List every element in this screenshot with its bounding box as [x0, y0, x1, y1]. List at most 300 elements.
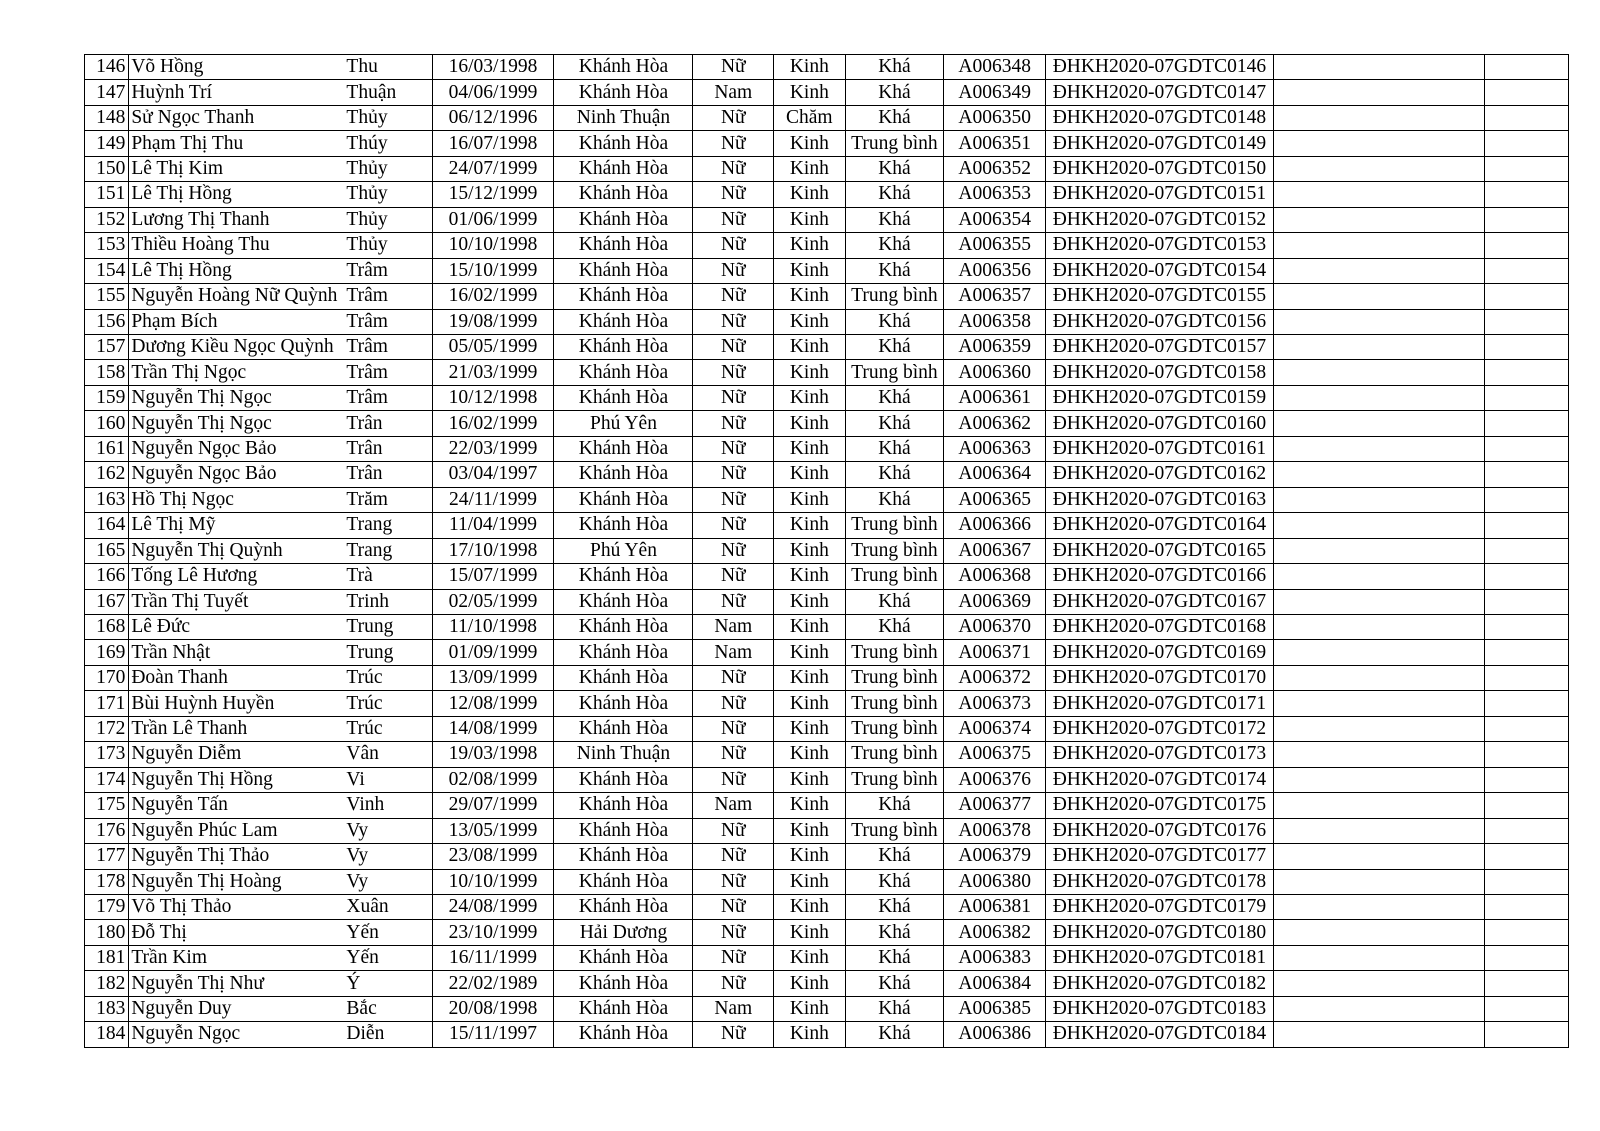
classification-cell: Khá: [845, 920, 944, 945]
birth-date-cell: 16/02/1999: [432, 411, 554, 436]
birth-place-cell: Khánh Hòa: [554, 818, 693, 843]
row-number-cell: 174: [85, 767, 129, 792]
birth-date-cell: 22/03/1999: [432, 436, 554, 461]
birth-place-cell: Khánh Hòa: [554, 589, 693, 614]
note-cell: [1273, 233, 1485, 258]
note-cell-2: [1485, 945, 1569, 970]
note-cell: [1273, 309, 1485, 334]
row-number-cell: 161: [85, 436, 129, 461]
note-cell: [1273, 513, 1485, 538]
given-name-cell: Trâm: [344, 385, 432, 410]
serial-number-cell: A006368: [944, 564, 1046, 589]
birth-date-cell: 22/02/1989: [432, 971, 554, 996]
given-name-cell: Trân: [344, 462, 432, 487]
serial-number-cell: A006381: [944, 894, 1046, 919]
note-cell: [1273, 614, 1485, 639]
birth-date-cell: 10/10/1998: [432, 233, 554, 258]
classification-cell: Trung bình: [845, 665, 944, 690]
note-cell: [1273, 487, 1485, 512]
register-number-cell: ĐHKH2020-07GDTC0181: [1046, 945, 1274, 970]
row-number-cell: 154: [85, 258, 129, 283]
given-name-cell: Trà: [344, 564, 432, 589]
given-name-cell: Trúc: [344, 691, 432, 716]
classification-cell: Khá: [845, 334, 944, 359]
ethnicity-cell: Kinh: [774, 767, 846, 792]
ethnicity-cell: Kinh: [774, 844, 846, 869]
register-number-cell: ĐHKH2020-07GDTC0159: [1046, 385, 1274, 410]
given-name-cell: Thuận: [344, 80, 432, 105]
surname-cell: Hồ Thị Ngọc: [129, 487, 345, 512]
birth-date-cell: 20/08/1998: [432, 996, 554, 1021]
row-number-cell: 152: [85, 207, 129, 232]
classification-cell: Trung bình: [845, 513, 944, 538]
gender-cell: Nữ: [693, 869, 774, 894]
serial-number-cell: A006383: [944, 945, 1046, 970]
register-number-cell: ĐHKH2020-07GDTC0163: [1046, 487, 1274, 512]
serial-number-cell: A006378: [944, 818, 1046, 843]
row-number-cell: 169: [85, 640, 129, 665]
surname-cell: Phạm Bích: [129, 309, 345, 334]
note-cell-2: [1485, 971, 1569, 996]
table-row: [85, 462, 1569, 487]
birth-place-cell: Khánh Hòa: [554, 334, 693, 359]
surname-cell: Trần Thị Ngọc: [129, 360, 345, 385]
birth-date-cell: 16/11/1999: [432, 945, 554, 970]
given-name-cell: Trang: [344, 513, 432, 538]
ethnicity-cell: Kinh: [774, 334, 846, 359]
table-row: [85, 691, 1569, 716]
gender-cell: Nam: [693, 80, 774, 105]
ethnicity-cell: Kinh: [774, 80, 846, 105]
note-cell: [1273, 640, 1485, 665]
given-name-cell: Vy: [344, 818, 432, 843]
row-number-cell: 168: [85, 614, 129, 639]
surname-cell: Trần Lê Thanh: [129, 716, 345, 741]
serial-number-cell: A006358: [944, 309, 1046, 334]
table-row: [85, 513, 1569, 538]
table-row: [85, 996, 1569, 1021]
birth-place-cell: Khánh Hòa: [554, 513, 693, 538]
given-name-cell: Vân: [344, 742, 432, 767]
classification-cell: Khá: [845, 156, 944, 181]
classification-cell: Khá: [845, 80, 944, 105]
gender-cell: Nữ: [693, 818, 774, 843]
surname-cell: Nguyễn Ngọc Bảo: [129, 436, 345, 461]
birth-date-cell: 15/07/1999: [432, 564, 554, 589]
classification-cell: Khá: [845, 207, 944, 232]
surname-cell: Nguyễn Thị Thảo: [129, 844, 345, 869]
register-number-cell: ĐHKH2020-07GDTC0166: [1046, 564, 1274, 589]
birth-place-cell: Khánh Hòa: [554, 564, 693, 589]
ethnicity-cell: Kinh: [774, 131, 846, 156]
note-cell-2: [1485, 1022, 1569, 1047]
classification-cell: Trung bình: [845, 538, 944, 563]
given-name-cell: Xuân: [344, 894, 432, 919]
birth-place-cell: Khánh Hòa: [554, 691, 693, 716]
note-cell: [1273, 156, 1485, 181]
table-row: [85, 767, 1569, 792]
gender-cell: Nữ: [693, 182, 774, 207]
ethnicity-cell: Kinh: [774, 309, 846, 334]
serial-number-cell: A006348: [944, 55, 1046, 80]
note-cell: [1273, 258, 1485, 283]
register-number-cell: ĐHKH2020-07GDTC0183: [1046, 996, 1274, 1021]
ethnicity-cell: Kinh: [774, 742, 846, 767]
ethnicity-cell: Kinh: [774, 284, 846, 309]
birth-date-cell: 24/07/1999: [432, 156, 554, 181]
row-number-cell: 163: [85, 487, 129, 512]
birth-date-cell: 15/12/1999: [432, 182, 554, 207]
note-cell-2: [1485, 360, 1569, 385]
surname-cell: Nguyễn Thị Hoàng: [129, 869, 345, 894]
birth-date-cell: 12/08/1999: [432, 691, 554, 716]
birth-date-cell: 29/07/1999: [432, 793, 554, 818]
classification-cell: Trung bình: [845, 131, 944, 156]
birth-place-cell: Khánh Hòa: [554, 258, 693, 283]
note-cell: [1273, 945, 1485, 970]
register-number-cell: ĐHKH2020-07GDTC0182: [1046, 971, 1274, 996]
register-number-cell: ĐHKH2020-07GDTC0149: [1046, 131, 1274, 156]
note-cell: [1273, 105, 1485, 130]
serial-number-cell: A006355: [944, 233, 1046, 258]
given-name-cell: Vi: [344, 767, 432, 792]
gender-cell: Nữ: [693, 284, 774, 309]
birth-place-cell: Khánh Hòa: [554, 716, 693, 741]
note-cell: [1273, 55, 1485, 80]
birth-date-cell: 23/08/1999: [432, 844, 554, 869]
note-cell: [1273, 767, 1485, 792]
row-number-cell: 173: [85, 742, 129, 767]
register-number-cell: ĐHKH2020-07GDTC0184: [1046, 1022, 1274, 1047]
birth-place-cell: Phú Yên: [554, 538, 693, 563]
classification-cell: Trung bình: [845, 360, 944, 385]
given-name-cell: Trung: [344, 640, 432, 665]
register-number-cell: ĐHKH2020-07GDTC0164: [1046, 513, 1274, 538]
birth-date-cell: 13/05/1999: [432, 818, 554, 843]
note-cell: [1273, 894, 1485, 919]
surname-cell: Nguyễn Thị Ngọc: [129, 411, 345, 436]
serial-number-cell: A006370: [944, 614, 1046, 639]
classification-cell: Khá: [845, 436, 944, 461]
given-name-cell: Trinh: [344, 589, 432, 614]
gender-cell: Nữ: [693, 894, 774, 919]
birth-date-cell: 11/10/1998: [432, 614, 554, 639]
birth-place-cell: Khánh Hòa: [554, 462, 693, 487]
row-number-cell: 176: [85, 818, 129, 843]
given-name-cell: Thủy: [344, 207, 432, 232]
birth-date-cell: 01/09/1999: [432, 640, 554, 665]
serial-number-cell: A006385: [944, 996, 1046, 1021]
register-number-cell: ĐHKH2020-07GDTC0158: [1046, 360, 1274, 385]
register-number-cell: ĐHKH2020-07GDTC0165: [1046, 538, 1274, 563]
gender-cell: Nữ: [693, 360, 774, 385]
surname-cell: Nguyễn Hoàng Nữ Quỳnh: [129, 284, 345, 309]
classification-cell: Khá: [845, 258, 944, 283]
row-number-cell: 147: [85, 80, 129, 105]
gender-cell: Nữ: [693, 538, 774, 563]
note-cell: [1273, 1022, 1485, 1047]
ethnicity-cell: Kinh: [774, 385, 846, 410]
gender-cell: Nữ: [693, 233, 774, 258]
surname-cell: Huỳnh Trí: [129, 80, 345, 105]
register-number-cell: ĐHKH2020-07GDTC0175: [1046, 793, 1274, 818]
row-number-cell: 164: [85, 513, 129, 538]
serial-number-cell: A006376: [944, 767, 1046, 792]
table-row: [85, 436, 1569, 461]
ethnicity-cell: Kinh: [774, 589, 846, 614]
serial-number-cell: A006367: [944, 538, 1046, 563]
birth-date-cell: 19/08/1999: [432, 309, 554, 334]
classification-cell: Trung bình: [845, 691, 944, 716]
register-number-cell: ĐHKH2020-07GDTC0148: [1046, 105, 1274, 130]
surname-cell: Dương Kiều Ngọc Quỳnh: [129, 334, 345, 359]
row-number-cell: 151: [85, 182, 129, 207]
ethnicity-cell: Kinh: [774, 971, 846, 996]
given-name-cell: Vy: [344, 844, 432, 869]
birth-date-cell: 02/08/1999: [432, 767, 554, 792]
given-name-cell: Trâm: [344, 284, 432, 309]
note-cell-2: [1485, 564, 1569, 589]
birth-date-cell: 10/12/1998: [432, 385, 554, 410]
table-row: [85, 589, 1569, 614]
ethnicity-cell: Kinh: [774, 487, 846, 512]
serial-number-cell: A006361: [944, 385, 1046, 410]
ethnicity-cell: Kinh: [774, 945, 846, 970]
gender-cell: Nữ: [693, 436, 774, 461]
surname-cell: Phạm Thị Thu: [129, 131, 345, 156]
birth-date-cell: 16/03/1998: [432, 55, 554, 80]
classification-cell: Trung bình: [845, 564, 944, 589]
birth-place-cell: Khánh Hòa: [554, 80, 693, 105]
note-cell: [1273, 793, 1485, 818]
given-name-cell: Thủy: [344, 105, 432, 130]
gender-cell: Nữ: [693, 105, 774, 130]
note-cell-2: [1485, 894, 1569, 919]
note-cell-2: [1485, 233, 1569, 258]
gender-cell: Nữ: [693, 156, 774, 181]
birth-date-cell: 16/07/1998: [432, 131, 554, 156]
serial-number-cell: A006384: [944, 971, 1046, 996]
graduate-list-table: [84, 54, 1569, 1048]
ethnicity-cell: Kinh: [774, 869, 846, 894]
birth-date-cell: 24/08/1999: [432, 894, 554, 919]
given-name-cell: Trâm: [344, 360, 432, 385]
classification-cell: Khá: [845, 55, 944, 80]
row-number-cell: 183: [85, 996, 129, 1021]
row-number-cell: 146: [85, 55, 129, 80]
classification-cell: Khá: [845, 487, 944, 512]
note-cell-2: [1485, 462, 1569, 487]
birth-place-cell: Khánh Hòa: [554, 614, 693, 639]
gender-cell: Nữ: [693, 945, 774, 970]
note-cell: [1273, 920, 1485, 945]
ethnicity-cell: Kinh: [774, 716, 846, 741]
register-number-cell: ĐHKH2020-07GDTC0171: [1046, 691, 1274, 716]
classification-cell: Khá: [845, 105, 944, 130]
note-cell-2: [1485, 105, 1569, 130]
classification-cell: Khá: [845, 971, 944, 996]
given-name-cell: Trân: [344, 411, 432, 436]
ethnicity-cell: Kinh: [774, 640, 846, 665]
serial-number-cell: A006375: [944, 742, 1046, 767]
serial-number-cell: A006360: [944, 360, 1046, 385]
note-cell: [1273, 564, 1485, 589]
register-number-cell: ĐHKH2020-07GDTC0167: [1046, 589, 1274, 614]
ethnicity-cell: Kinh: [774, 436, 846, 461]
classification-cell: Khá: [845, 385, 944, 410]
serial-number-cell: A006377: [944, 793, 1046, 818]
birth-place-cell: Phú Yên: [554, 411, 693, 436]
gender-cell: Nữ: [693, 971, 774, 996]
classification-cell: Trung bình: [845, 767, 944, 792]
birth-date-cell: 11/04/1999: [432, 513, 554, 538]
ethnicity-cell: Kinh: [774, 156, 846, 181]
table-row: [85, 945, 1569, 970]
table-row: [85, 1022, 1569, 1047]
note-cell-2: [1485, 182, 1569, 207]
gender-cell: Nữ: [693, 767, 774, 792]
ethnicity-cell: Kinh: [774, 920, 846, 945]
birth-place-cell: Khánh Hòa: [554, 233, 693, 258]
serial-number-cell: A006350: [944, 105, 1046, 130]
birth-date-cell: 15/11/1997: [432, 1022, 554, 1047]
gender-cell: Nữ: [693, 513, 774, 538]
birth-date-cell: 24/11/1999: [432, 487, 554, 512]
surname-cell: Nguyễn Thị Ngọc: [129, 385, 345, 410]
ethnicity-cell: Kinh: [774, 1022, 846, 1047]
birth-date-cell: 13/09/1999: [432, 665, 554, 690]
gender-cell: Nữ: [693, 309, 774, 334]
ethnicity-cell: Kinh: [774, 793, 846, 818]
note-cell: [1273, 844, 1485, 869]
serial-number-cell: A006369: [944, 589, 1046, 614]
gender-cell: Nữ: [693, 334, 774, 359]
birth-date-cell: 21/03/1999: [432, 360, 554, 385]
birth-date-cell: 14/08/1999: [432, 716, 554, 741]
given-name-cell: Trâm: [344, 309, 432, 334]
table-row: [85, 538, 1569, 563]
surname-cell: Lê Thị Hồng: [129, 258, 345, 283]
note-cell-2: [1485, 334, 1569, 359]
row-number-cell: 175: [85, 793, 129, 818]
gender-cell: Nam: [693, 793, 774, 818]
birth-place-cell: Khánh Hòa: [554, 767, 693, 792]
surname-cell: Đoàn Thanh: [129, 665, 345, 690]
table-row: [85, 411, 1569, 436]
register-number-cell: ĐHKH2020-07GDTC0152: [1046, 207, 1274, 232]
row-number-cell: 162: [85, 462, 129, 487]
note-cell: [1273, 284, 1485, 309]
row-number-cell: 180: [85, 920, 129, 945]
ethnicity-cell: Kinh: [774, 55, 846, 80]
table-row: [85, 487, 1569, 512]
row-number-cell: 167: [85, 589, 129, 614]
row-number-cell: 171: [85, 691, 129, 716]
birth-date-cell: 01/06/1999: [432, 207, 554, 232]
register-number-cell: ĐHKH2020-07GDTC0174: [1046, 767, 1274, 792]
register-number-cell: ĐHKH2020-07GDTC0155: [1046, 284, 1274, 309]
birth-place-cell: Khánh Hòa: [554, 360, 693, 385]
row-number-cell: 172: [85, 716, 129, 741]
register-number-cell: ĐHKH2020-07GDTC0179: [1046, 894, 1274, 919]
table-row: [85, 742, 1569, 767]
note-cell-2: [1485, 767, 1569, 792]
row-number-cell: 156: [85, 309, 129, 334]
register-number-cell: ĐHKH2020-07GDTC0172: [1046, 716, 1274, 741]
table-row: [85, 920, 1569, 945]
table-row: [85, 233, 1569, 258]
gender-cell: Nữ: [693, 411, 774, 436]
note-cell-2: [1485, 742, 1569, 767]
birth-date-cell: 02/05/1999: [432, 589, 554, 614]
gender-cell: Nữ: [693, 1022, 774, 1047]
birth-place-cell: Khánh Hòa: [554, 156, 693, 181]
surname-cell: Nguyễn Thị Hồng: [129, 767, 345, 792]
gender-cell: Nam: [693, 996, 774, 1021]
birth-place-cell: Khánh Hòa: [554, 131, 693, 156]
birth-date-cell: 04/06/1999: [432, 80, 554, 105]
serial-number-cell: A006356: [944, 258, 1046, 283]
note-cell-2: [1485, 513, 1569, 538]
row-number-cell: 149: [85, 131, 129, 156]
gender-cell: Nữ: [693, 131, 774, 156]
classification-cell: Trung bình: [845, 640, 944, 665]
row-number-cell: 179: [85, 894, 129, 919]
row-number-cell: 178: [85, 869, 129, 894]
note-cell-2: [1485, 716, 1569, 741]
serial-number-cell: A006359: [944, 334, 1046, 359]
surname-cell: Nguyễn Ngọc Bảo: [129, 462, 345, 487]
birth-place-cell: Khánh Hòa: [554, 996, 693, 1021]
table-row: [85, 156, 1569, 181]
note-cell-2: [1485, 258, 1569, 283]
note-cell-2: [1485, 436, 1569, 461]
gender-cell: Nam: [693, 640, 774, 665]
ethnicity-cell: Kinh: [774, 513, 846, 538]
table-row: [85, 971, 1569, 996]
ethnicity-cell: Kinh: [774, 996, 846, 1021]
serial-number-cell: A006357: [944, 284, 1046, 309]
register-number-cell: ĐHKH2020-07GDTC0176: [1046, 818, 1274, 843]
gender-cell: Nữ: [693, 691, 774, 716]
row-number-cell: 184: [85, 1022, 129, 1047]
classification-cell: Khá: [845, 462, 944, 487]
ethnicity-cell: Kinh: [774, 564, 846, 589]
surname-cell: Nguyễn Thị Như: [129, 971, 345, 996]
row-number-cell: 165: [85, 538, 129, 563]
serial-number-cell: A006354: [944, 207, 1046, 232]
classification-cell: Khá: [845, 411, 944, 436]
note-cell-2: [1485, 665, 1569, 690]
note-cell-2: [1485, 844, 1569, 869]
surname-cell: Lê Thị Hồng: [129, 182, 345, 207]
note-cell: [1273, 182, 1485, 207]
note-cell: [1273, 665, 1485, 690]
register-number-cell: ĐHKH2020-07GDTC0169: [1046, 640, 1274, 665]
serial-number-cell: A006373: [944, 691, 1046, 716]
birth-date-cell: 06/12/1996: [432, 105, 554, 130]
note-cell-2: [1485, 207, 1569, 232]
serial-number-cell: A006349: [944, 80, 1046, 105]
classification-cell: Khá: [845, 945, 944, 970]
serial-number-cell: A006351: [944, 131, 1046, 156]
note-cell: [1273, 207, 1485, 232]
birth-place-cell: Khánh Hòa: [554, 55, 693, 80]
register-number-cell: ĐHKH2020-07GDTC0146: [1046, 55, 1274, 80]
table-row: [85, 793, 1569, 818]
note-cell-2: [1485, 869, 1569, 894]
row-number-cell: 182: [85, 971, 129, 996]
